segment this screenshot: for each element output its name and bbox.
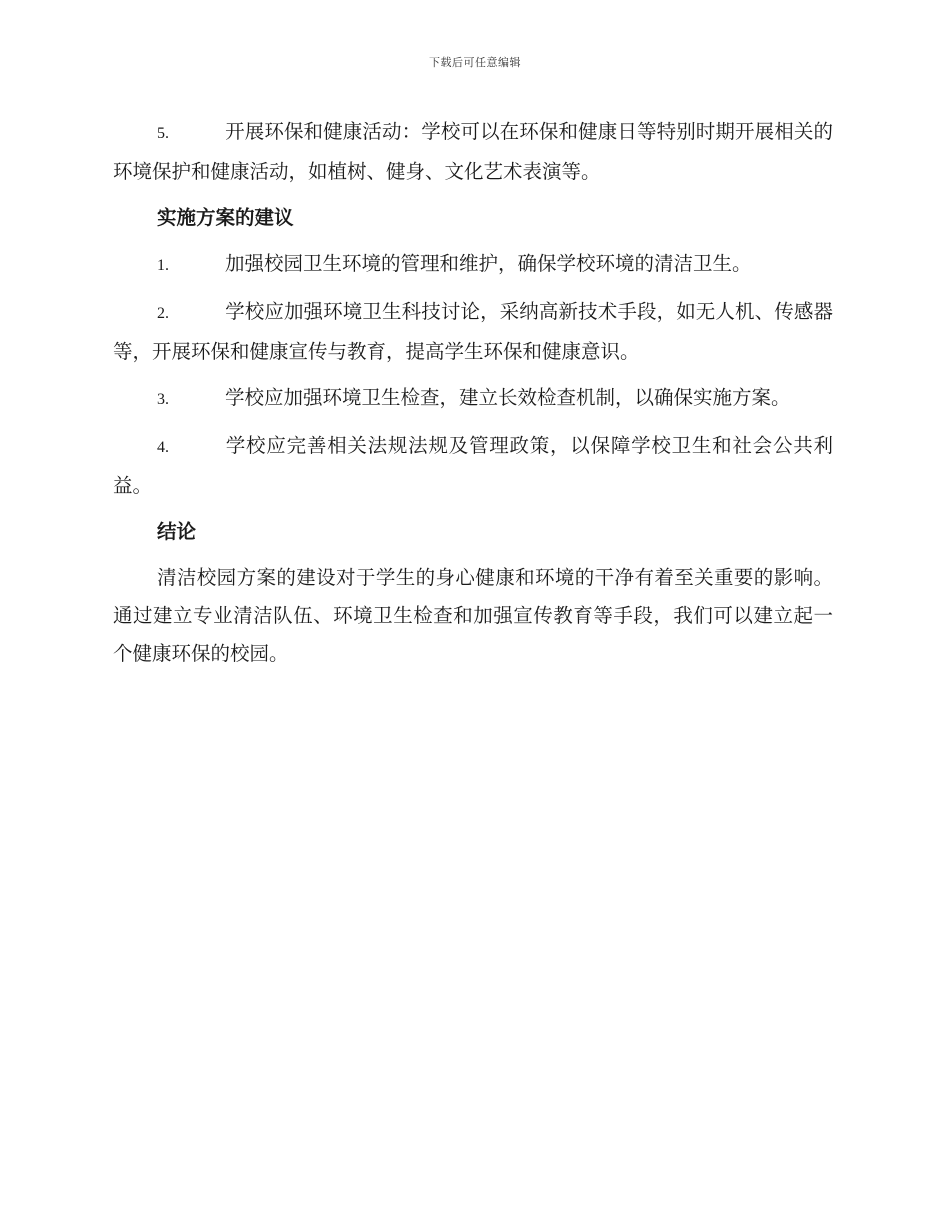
list-item-1 xyxy=(113,245,833,285)
section-heading-suggestions: 实施方案的建议 xyxy=(157,206,294,229)
list-number: 1. xyxy=(157,257,169,274)
list-item-3 xyxy=(113,379,833,419)
list-number: 5. xyxy=(157,125,169,142)
list-number: 2. xyxy=(157,305,169,322)
list-text: 学校应加强环境卫生检查，建立长效检查机制，以确保实施方案。 xyxy=(225,386,791,409)
document-body xyxy=(113,113,833,673)
list-text: 学校应完善相关法规法规及管理政策，以保障学校卫生和社会公共利益。 xyxy=(113,434,833,497)
list-item-2 xyxy=(113,293,833,371)
list-text: 学校应加强环境卫生科技讨论，采纳高新技术手段，如无人机、传感器等，开展环保和健康宣传与教育，提高学生环保和健康意识。 xyxy=(113,300,833,363)
list-text: 加强校园卫生环境的管理和维护，确保学校环境的清洁卫生。 xyxy=(225,252,752,275)
page-header: 下载后可任意编辑 xyxy=(429,56,521,69)
list-text: 开展环保和健康活动：学校可以在环保和健康日等特别时期开展相关的环境保护和健康活动，如植树、健身、文化艺术表演等。 xyxy=(113,120,833,183)
section-heading-conclusion: 结论 xyxy=(157,520,197,543)
list-item-4 xyxy=(113,427,833,505)
list-number: 3. xyxy=(157,391,169,408)
list-number: 4. xyxy=(157,439,169,456)
list-item-5 xyxy=(113,113,833,191)
conclusion-paragraph: 清洁校园方案的建设对于学生的身心健康和环境的干净有着至关重要的影响。通过建立专业清洁队伍、环境卫生检查和加强宣传教育等手段，我们可以建立起一个健康环保的校园。 xyxy=(113,566,833,665)
